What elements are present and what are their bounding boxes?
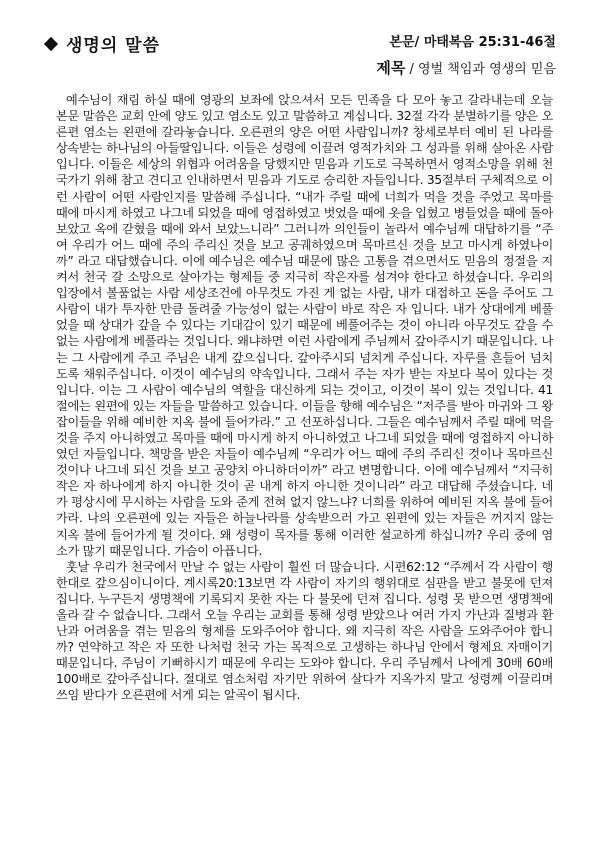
passage-line: [376, 31, 556, 50]
passage-label: 본문/: [389, 35, 420, 50]
sermon-body: [56, 92, 553, 704]
section-header: [46, 31, 160, 56]
subject-text: / 영벌 책임과 영생의 믿음: [409, 62, 556, 77]
sermon-info: [376, 31, 556, 78]
passage-reference: 마태복음 25:31-46절: [423, 35, 556, 50]
diamond-bullet-icon: [44, 36, 58, 50]
subject-label: 제목: [376, 59, 406, 77]
section-title: 생명의 말씀: [66, 36, 161, 56]
body-paragraph: 예수님이 재림 하실 때에 영광의 보좌에 앉으셔서 모든 민족을 다 모아 놓고 갈라내는데 오늘 본문 말씀은 교회 안에 양도 있고 염소도 있고 말씀하고 계십니다. 32절 각각 분별하기를 양은 오른편 염소는 왼편에 갈라놓습니다. 오른편의 양은 어떤 사람입니까? 창세로부터 예비 된 나라를 상속받는 하나님의 아들딸입니다. 이들은 성령에 이끌려 영적가치와 그 성과를 위해 살아온 사람입니다. 이들은 세상의 위협과 어려움을 당했지만 믿음과 기도로 극복하면서 영적소망을 위해 천국가기 위해 참고 견디고 인내하면서 믿음과 기도로 승리한 자들입니다. 35절부터 구체적으로 이런 사람이 어떤 사람인지를 말씀해 주십니다. “내가 주릴 때에 너희가 먹을 것을 주었고 목마를 때에 마시게 하였고 나그네 되었을 때에 영접하였고 벗었을 때에 옷을 입혔고 병들었을 때에 돌아보았고 옥에 갇혔을 때에 와서 보았느니라” 그러니까 의인들이 놀라서 예수님께 대답하기를 “주여 우리가 어느 때에 주의 주리신 것을 보고 공궤하였으며 목마르신 것을 보고 마시게 하였나이까” 라고 대답했습니다. 이에 예수님은 예수님 때문에 많은 고통을 겪으면서도 믿음의 정절을 지켜서 천국 갈 소망으로 살아가는 형제들 중 지극히 작은자를 섬겨야 한다고 하셨습니다. 우리의 입장에서 볼품없는 사람 세상조건에 아무것도 가진 게 없는 사람, 내가 대접하고 돈을 주어도 그 사람이 내가 투자한 만큼 돌려줄 가능성이 없는 사람이 바로 작은 자 입니다. 내가 상대에게 베풀었을 때 상대가 갚을 수 있다는 기대감이 있기 때문에 베풀어주는 것이 아니라 아무것도 갚을 수 없는 사람에게 베풀라는 것입니다. 왜냐하면 이런 사람에게 주님께서 갚아주시기 때문입니다. 나는 그 사람에게 주고 주님은 내게 갚으십니다. 갚아주시되 넘치게 주십니다. 자루를 흔들어 넘치도록 채워주십니다. 이것이 예수님의 약속입니다. 그래서 주는 자가 받는 자보다 복이 있다는 것입니다. 이는 그 사람이 예수님의 역할을 대신하게 되는 것이고, 이것이 복이 있는 것입니다. 41절에는 왼편에 있는 자들을 말씀하고 있습니다. 이들을 향해 예수님은 “저주를 받아 마귀와 그 왕잡이들을 위해 예비한 지옥 불에 들어가라.” 고 선포하십니다. 그들은 예수님께서 주릴 때에 먹을 것을 주지 아니하였고 목마를 때에 마시게 하지 아니하였고 나그네 되었을 때에 영접하지 아니하였던 자들입니다. 책망을 받은 자들이 예수님께 “우리가 어느 때에 주의 주리신 것이나 목마르신 것이나 나그네 되신 것을 보고 공양치 아니하더이까” 라고 변명합니다. 이에 예수님께서 “지극히 작은 자 하나에게 하지 아니한 것이 곧 내게 하지 아니한 것이니라” 라고 대답해 주셨습니다. 네가 평상시에 무시하는 사람을 도와 준게 전혀 없지 않느냐? 너희를 위하여 예비된 지옥 불에 들어가라. 나의 오른편에 있는 자들은 하늘나라를 상속받으러 가고 왼편에 있는 자들은 꺼지지 않는 지옥 불에 들어가게 될 것이다. 왜 성령이 목자를 통해 이러한 설교하게 하십니까? 우리 중에 염소가 많기 때문입니다. 가슴이 아픕니다.: [56, 93, 553, 558]
subject-line: [376, 57, 556, 78]
body-paragraph: 훗날 우리가 천국에서 만날 수 없는 사람이 훨씬 더 많습니다. 시편62:12 “주께서 각 사람이 행한대로 갚으심이니이다. 계시록20:13보면 각 사람이 자기의 행위대로 심판을 받고 불못에 던져 집니다. 누구든지 생명책에 기록되지 못한 자는 다 불못에 던져 집니다. 성령 못 받으면 생명책에 올라 갈 수 없습니다. 그래서 오늘 우리는 교회를 통해 성령 받았으나 여러 가지 가난과 질병과 환난과 어려움을 겪는 믿음의 형제를 도와주어야 합니다. 왜 지극히 작은 사람을 도와주어야 합니까? 연약하고 작은 자 또한 나처럼 천국 가는 목적으로 고생하는 하나님 안에서 형제요 자매이기 때문입니다. 주님이 기뻐하시기 때문에 우리는 도와야 합니다. 우리 주님께서 나에게 30배 60배 100배로 갚아주십니다. 절대로 염소처럼 자기만 위하여 살다가 지옥가지 말고 성령께 이끌리며 쓰임 받다가 오른편에 서게 되는 알곡이 됩시다.: [56, 559, 553, 703]
